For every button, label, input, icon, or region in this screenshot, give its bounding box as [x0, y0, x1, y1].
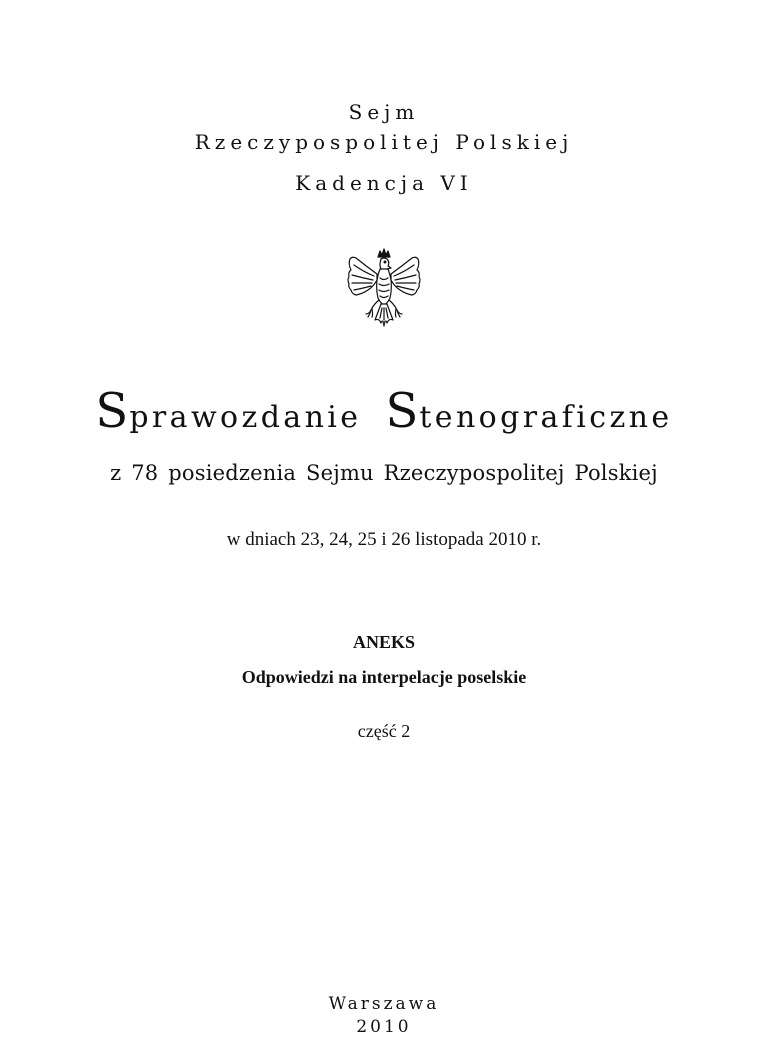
annex-label: ANEKS	[352, 632, 415, 652]
title-initial-1: S	[95, 383, 130, 439]
header-sejm: Sejm	[348, 100, 420, 124]
header-rzeczypospolitej: Rzeczypospolitej Polskiej	[194, 130, 574, 154]
title-word-1: prawozdanie	[129, 400, 362, 435]
header-kadencja: Kadencja VI	[295, 171, 473, 195]
annex-description: Odpowiedzi na interpelacje poselskie	[241, 667, 527, 687]
session-dates: w dniach 23, 24, 25 i 26 listopada 2010 r.	[226, 529, 542, 550]
publication-year: 2010	[356, 1017, 412, 1037]
annex-part: część 2	[357, 721, 411, 741]
publication-city: Warszawa	[328, 994, 440, 1014]
title-word-2: tenograficzne	[419, 400, 673, 435]
session-subtitle: z 78 posiedzenia Sejmu Rzeczypospolitej Polskiej	[110, 461, 658, 485]
document-title	[0, 383, 768, 439]
title-initial-2: S	[385, 383, 420, 439]
polish-eagle-icon	[344, 248, 424, 330]
